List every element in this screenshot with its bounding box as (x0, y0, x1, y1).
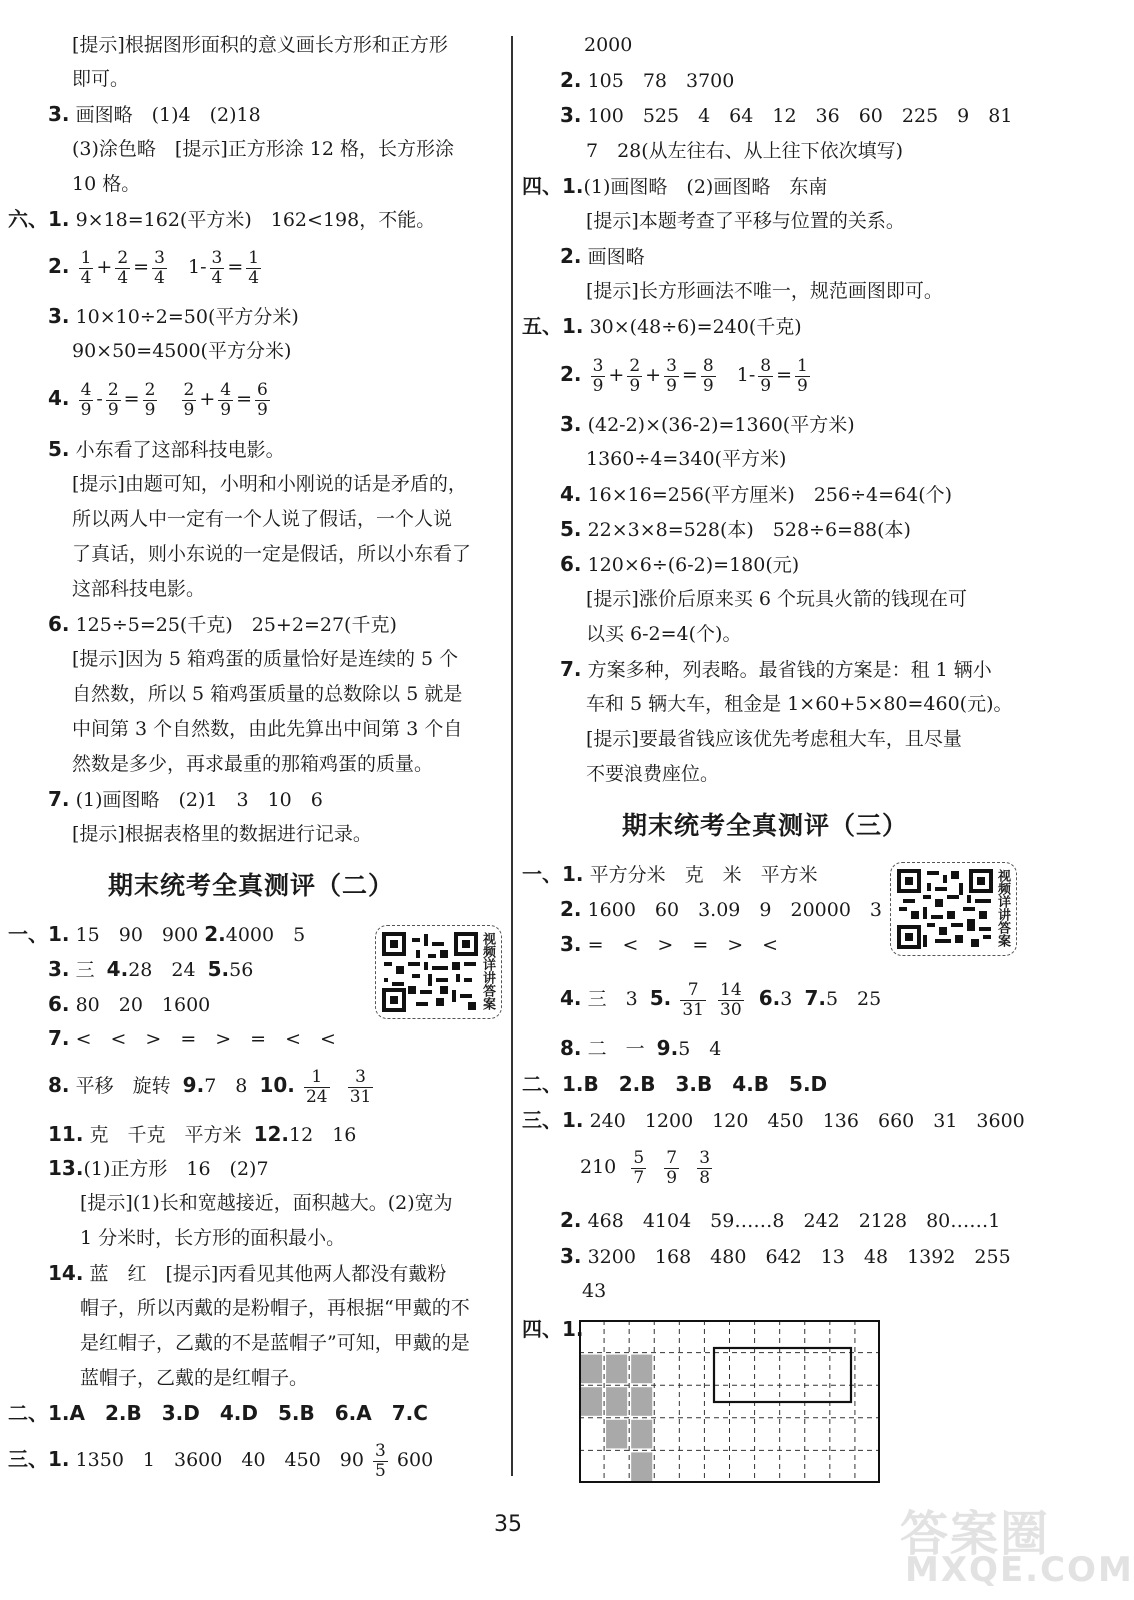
fraction-line: 三、1. 1350 1 3600 40 450 90 $\frac{3}{5}$ 600 (8, 1440, 434, 1481)
fraction: $\frac{3}{5}$ (375, 1440, 386, 1481)
fraction: $\frac{2}{9}$ (629, 355, 641, 396)
hint-line: [提示]根据表格里的数据进行记录。 (72, 823, 372, 845)
page-number: 35 (494, 1512, 522, 1537)
answer-line: 6. 80 20 1600 (48, 992, 211, 1016)
shaded-cell (631, 1355, 652, 1384)
text-line: 2000 (584, 34, 633, 56)
qr-caption: 视频详讲答案 (480, 932, 495, 1010)
answer-line: 8. 二 一 9.5 4 (560, 1036, 722, 1060)
item-number: 7. (48, 787, 70, 811)
fraction: $\frac{7}{31}$ (682, 979, 704, 1020)
answer-line: 3. = < > = > < (560, 932, 779, 956)
fraction: $\frac{4}{9}$ (220, 379, 232, 420)
answer-line: 14. 蓝 红 [提示]丙看见其他两人都没有戴粉 (48, 1261, 447, 1285)
answer-line: 二、1.B 2.B 3.B 4.B 5.D (522, 1072, 828, 1096)
text-line: 90×50=4500(平方分米) (72, 340, 292, 362)
shaded-cell (581, 1387, 602, 1416)
fraction: $\frac{1}{9}$ (797, 355, 808, 396)
answer-line: 2. 画图略 (560, 244, 645, 268)
fraction: $\frac{6}{9}$ (257, 379, 268, 420)
item-number: 3. (48, 304, 70, 328)
watermark: MXQE.COM (905, 1550, 1134, 1590)
answer-grid (579, 1320, 880, 1483)
answer-text: 画图略 (1)4 (2)18 (75, 104, 261, 126)
answer-line: 5. 22×3×8=528(本) 528÷6=88(本) (560, 517, 911, 541)
answer-line: 一、1. 15 90 900 2.4000 5 (8, 922, 306, 946)
answer-line: 2. 1600 60 3.09 9 20000 3 (560, 897, 883, 921)
fraction: $\frac{7}{9}$ (666, 1147, 678, 1188)
qr-code-icon (899, 870, 991, 948)
item-number: 2. (48, 254, 70, 278)
fraction-line: 210 $\frac{5}{7}$ $\frac{7}{9}$ $\frac{3}{8}$ (580, 1147, 711, 1188)
fraction: $\frac{1}{4}$ (80, 247, 92, 288)
fraction-line: 8. 平移 旋转 9.7 8 10. $\frac{1}{24}$ $\frac{3}{31}$ (48, 1066, 372, 1107)
text-line: 1360÷4=340(平方米) (586, 448, 787, 470)
fraction: $\frac{3}{8}$ (699, 1147, 711, 1188)
answer-line: 五、1. 30×(48÷6)=240(千克) (522, 314, 802, 338)
fraction-line: 2. $\frac{1}{4}$ + $\frac{2}{4}$ = $\frac{3}{4}$ 1- $\frac{3}{4}$ = $\frac{1}{4}$ (48, 247, 260, 288)
fraction: $\frac{14}{30}$ (720, 979, 742, 1020)
answer-line: 6. 120×6÷(6-2)=180(元) (560, 552, 800, 576)
fraction: $\frac{3}{4}$ (211, 247, 223, 288)
answer-line: 4. 16×16=256(平方厘米) 256÷4=64(个) (560, 482, 953, 506)
fraction: $\frac{8}{9}$ (702, 355, 714, 396)
fraction: $\frac{2}{9}$ (107, 379, 119, 420)
answer-text: 9×18=162(平方米) 162<198，不能。 (75, 209, 436, 231)
fraction: $\frac{1}{24}$ (305, 1066, 328, 1107)
text-line: 这部科技电影。 (72, 578, 206, 600)
item-number: 4. (48, 386, 70, 410)
answer-line: 7. < < > = > = < < (48, 1026, 336, 1050)
drawn-rectangle (714, 1348, 851, 1402)
answer-line: 3. (42-2)×(36-2)=1360(平方米) (560, 412, 855, 436)
answer-line: 3. 3200 168 480 642 13 48 1392 255 (560, 1244, 1011, 1268)
shaded-cell (631, 1420, 652, 1449)
text-line: 车和 5 辆大车，租金是 1×60+5×80=460(元)。 (586, 693, 1013, 715)
text-line: 7 28(从左往右、从上往下依次填写) (586, 140, 904, 162)
item-number: 5. (48, 437, 70, 461)
shaded-cell (631, 1452, 652, 1481)
text-line: 不要浪费座位。 (586, 763, 720, 785)
section-title: 期末统考全真测评（二） (108, 871, 395, 900)
shaded-cell (581, 1355, 602, 1384)
answer-line: 2. 105 78 3700 (560, 68, 735, 92)
hint-line: [提示]涨价后原来买 6 个玩具火箭的钱现在可 (586, 588, 967, 610)
answer-line: 2. 468 4104 59……8 242 2128 80……1 (560, 1208, 1001, 1232)
fraction: $\frac{2}{4}$ (117, 247, 129, 288)
qr-code-icon (384, 933, 476, 1011)
hint-line: [提示]要最省钱应该优先考虑租大车，且尽量 (586, 728, 962, 750)
answer-line: 6. 125÷5=25(千克) 25+2=27(千克) (48, 612, 397, 636)
answer-line (8, 206, 435, 233)
item-number: 3. (48, 102, 70, 126)
qr-code[interactable] (890, 862, 1017, 956)
fraction: $\frac{3}{9}$ (666, 355, 677, 396)
fraction: $\frac{1}{4}$ (248, 247, 260, 288)
fraction: $\frac{5}{7}$ (633, 1147, 645, 1188)
shaded-cell (606, 1387, 627, 1416)
fraction: $\frac{8}{9}$ (760, 355, 772, 396)
qr-caption: 视频详讲答案 (995, 869, 1010, 947)
fraction-line: 2. $\frac{3}{9}$ + $\frac{2}{9}$ + $\frac{3}{9}$ = $\frac{8}{9}$ 1- $\frac{8}{9}$ = $\frac{1}{9}$ (560, 355, 808, 396)
answer-line: 四、1. (522, 1317, 584, 1341)
answer-line: 7. 方案多种，列表略。最省钱的方案是：租 1 辆小 (560, 657, 992, 681)
text-line: (3)涂色略 [提示]正方形涂 12 格，长方形涂 (72, 138, 454, 160)
text-line: [提示]根据图形面积的意义画长方形和正方形 (72, 34, 448, 56)
hint-line: [提示](1)长和宽越接近，面积越大。(2)宽为 (80, 1192, 453, 1214)
text-line: 所以两人中一定有一个人说了假话，一个人说 (72, 508, 453, 530)
answer-line: 11. 克 千克 平方米 12.12 16 (48, 1122, 357, 1146)
hint-line: [提示]因为 5 箱鸡蛋的质量恰好是连续的 5 个 (72, 648, 459, 670)
text-line: 帽子，所以丙戴的是粉帽子，再根据“甲戴的不 (80, 1297, 470, 1319)
text-line: 中间第 3 个自然数，由此先算出中间第 3 个自 (72, 718, 463, 740)
section-prefix: 六、 (8, 207, 48, 231)
section-title: 期末统考全真测评（三） (622, 811, 909, 840)
hint-line: [提示]由题可知，小明和小刚说的话是矛盾的， (72, 473, 467, 495)
answer-line: 一、1. 平方分米 克 米 平方米 (522, 862, 818, 886)
fraction-line: 4. 三 3 5. $\frac{7}{31}$ $\frac{14}{30}$ 6.3 7.5 25 (560, 979, 882, 1020)
hint-line: [提示]本题考查了平移与位置的关系。 (586, 210, 905, 232)
answer-line: 7. (1)画图略 (2)1 3 10 6 (48, 787, 323, 811)
answer-line: 三、1. 240 1200 120 450 136 660 31 3600 (522, 1108, 1025, 1132)
item-number: 1. (48, 207, 70, 231)
text-line: 1 分米时，长方形的面积最小。 (80, 1227, 346, 1249)
answer-line: 二、1.A 2.B 3.D 4.D 5.B 6.A 7.C (8, 1401, 428, 1425)
answer-line (48, 101, 261, 128)
fraction-line: 4. $\frac{4}{9}$ - $\frac{2}{9}$ = $\frac{2}{9}$ $\frac{2}{9}$ + $\frac{4}{9}$ = $\frac{6}{9}$ (48, 379, 268, 420)
text-line: 10 格。 (72, 173, 141, 195)
text-line: 然数是多少，再求最重的那箱鸡蛋的质量。 (72, 753, 434, 775)
text-line: 43 (582, 1280, 607, 1302)
answer-line: 3. 10×10÷2=50(平方分米) (48, 304, 299, 328)
answer-line: 5. 小东看了这部科技电影。 (48, 437, 285, 461)
fraction: $\frac{3}{4}$ (154, 247, 165, 288)
text-line: 蓝帽子，乙戴的是红帽子。 (80, 1367, 309, 1389)
hint-line: [提示]长方形画法不唯一，规范画图即可。 (586, 280, 943, 302)
watermark: 答案圈 (900, 1506, 1051, 1562)
shaded-cell (631, 1387, 652, 1416)
answer-line: 四、1.(1)画图略 (2)画图略 东南 (522, 174, 828, 198)
answer-line: 13.(1)正方形 16 (2)7 (48, 1156, 269, 1180)
shaded-cell (606, 1355, 627, 1384)
fraction: $\frac{3}{31}$ (349, 1066, 372, 1107)
fraction: $\frac{2}{9}$ (183, 379, 195, 420)
text-line: 以买 6-2=4(个)。 (586, 623, 742, 645)
fraction: $\frac{4}{9}$ (80, 379, 92, 420)
text-line: 了真话，则小东说的一定是假话，所以小东看了 (72, 543, 472, 565)
fraction: $\frac{3}{9}$ (592, 355, 604, 396)
shaded-cell (606, 1420, 627, 1449)
fraction: $\frac{2}{9}$ (144, 379, 156, 420)
text-line: 即可。 (72, 68, 130, 90)
item-number: 6. (48, 612, 70, 636)
answer-line: 3. 三 4.28 24 5.56 (48, 957, 254, 981)
text-line: 自然数，所以 5 箱鸡蛋质量的总数除以 5 就是 (72, 683, 463, 705)
text-line: 是红帽子，乙戴的不是蓝帽子”可知，甲戴的是 (80, 1332, 470, 1354)
qr-code[interactable] (375, 925, 502, 1019)
answer-line: 3. 100 525 4 64 12 36 60 225 9 81 (560, 103, 1013, 127)
column-divider (511, 36, 513, 1476)
